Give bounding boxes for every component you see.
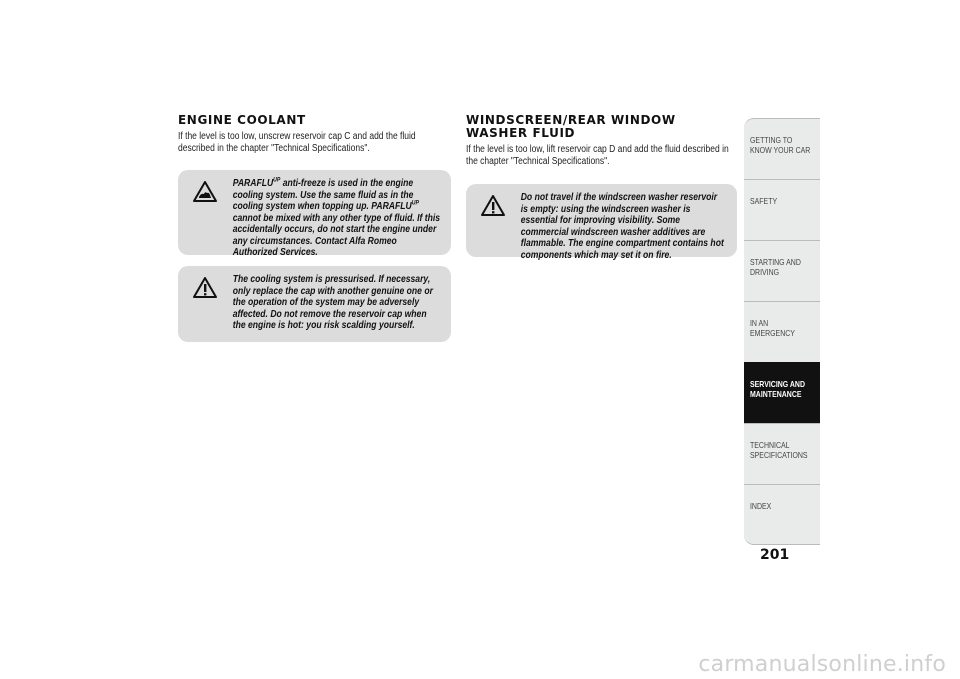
tab-safety[interactable]: SAFETY — [744, 179, 820, 240]
tab-in-an-emergency[interactable]: IN AN EMERGENCY — [744, 301, 820, 362]
pressure-note-text: The cooling system is pressurised. If necessary, only replace the cap with another genuine one or the operation of the system may be adversely affected. Do not remove the reservoir cap when the engine is hot: you risk scalding yourself. — [232, 274, 433, 331]
watermark: carmanualsonline.info — [698, 652, 946, 677]
antifreeze-line1: anti-freeze is used in the engine cooling system. Use the same fluid as in the cooling system when topping up. PARAFLU — [232, 178, 414, 212]
washer-fluid-heading — [466, 114, 740, 140]
cooling-pressure-note — [178, 266, 451, 342]
page-number: 201 — [760, 547, 790, 563]
tab-getting-to-know-your-car[interactable]: GETTING TO KNOW YOUR CAR — [744, 118, 820, 179]
washer-heading-line1: WINDSCREEN/REAR WINDOW — [466, 113, 676, 127]
washer-fluid-body: If the level is too low, lift reservoir cap D and add the fluid described in the chapter "Technical Specifications". — [466, 144, 729, 167]
engine-coolant-body: If the level is too low, unscrew reservoir cap C and add the fluid described in the chapter "Technical Specifications". — [178, 131, 416, 154]
tab-starting-and-driving[interactable]: STARTING AND DRIVING — [744, 240, 820, 301]
tab-index[interactable]: INDEX — [744, 484, 820, 545]
right-column — [466, 114, 740, 168]
paraflu-sup: UP — [273, 177, 281, 184]
coolant-antifreeze-note — [178, 170, 451, 258]
tab-technical-specifications[interactable]: TECHNICAL SPECIFICATIONS — [744, 423, 820, 484]
left-column — [178, 114, 452, 155]
antifreeze-note-text — [188, 178, 440, 259]
washer-warning-note — [466, 184, 737, 261]
washer-heading-line2: WASHER FLUID — [466, 126, 576, 140]
engine-coolant-heading: ENGINE COOLANT — [178, 113, 306, 127]
antifreeze-line2: cannot be mixed with any other type of fluid. If this accidentally occurs, do not start the engine under any circumstances. Contact Alfa Romeo Authorized Services. — [232, 212, 441, 258]
paraflu-sup-2: UP — [411, 200, 419, 207]
washer-note-text: Do not travel if the windscreen washer reservoir is empty: using the windscreen washer is essential for improving visibility. Some commercial windscreen washer additives are flammable. The engine compartment contains hot components which may set it on fire. — [520, 192, 724, 261]
paraflu-brand: PARAFLU — [232, 178, 274, 189]
chapter-sidebar — [744, 118, 820, 545]
tab-servicing-and-maintenance[interactable]: SERVICING AND MAINTENANCE — [744, 362, 820, 423]
